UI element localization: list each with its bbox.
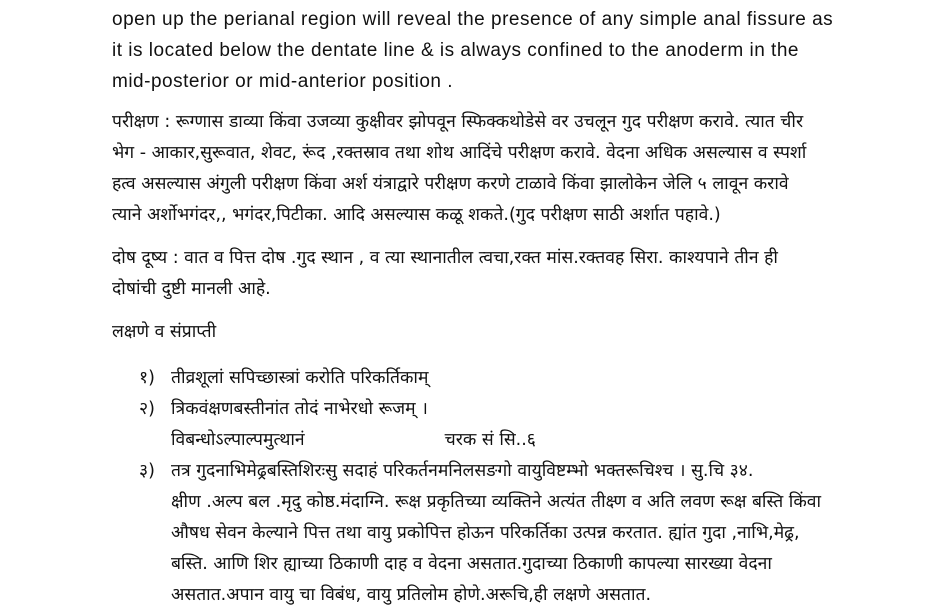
verse-line: विबन्धोऽल्पाल्पमुत्थानं bbox=[171, 430, 305, 450]
examination-paragraph bbox=[112, 107, 806, 231]
text-line: असतात.अपान वायु चा विबंध, वायु प्रतिलोम होणे.अरूचि,ही लक्षणे असतात. bbox=[171, 585, 652, 605]
text-line: it is located below the dentate line & is always confined to the anoderm in the bbox=[112, 40, 799, 61]
list-item bbox=[112, 456, 942, 611]
text-line: तीव्रशूलां सपिच्छास्त्रां करोति परिकर्तिकाम् bbox=[171, 368, 429, 388]
text-line: भेग - आकार,सुरूवात, शेवट, रूंद ,रक्तस्राव तथा शोथ आदिंचे परीक्षण करावे. वेदना अधिक असल्यास व स्पर्शा bbox=[112, 143, 807, 163]
list-item-number: १) bbox=[139, 368, 155, 388]
text-line bbox=[171, 425, 942, 456]
text-line: त्रिकवंक्षणबस्तीनांत तोदं नाभेरधो रूजम् । bbox=[171, 399, 428, 419]
document-body bbox=[112, 0, 942, 605]
text-line: हत्व असल्यास अंगुली परीक्षण किंवा अर्श यंत्राद्वारे परीक्षण करणे टाळावे किंवा झालोकेन जेलि ५ लावून करावे bbox=[112, 174, 789, 194]
section-heading: लक्षणे व संप्राप्ती bbox=[112, 322, 217, 342]
text-line: परीक्षण : रूग्णास डाव्या किंवा उजव्या कुक्षीवर झोपवून स्फिक्कथोडेसे वर उचलून गुद परीक्षण करावे. त्यात चीर bbox=[112, 112, 804, 132]
list-item-number: २) bbox=[139, 399, 155, 419]
text-line: open up the perianal region will reveal the presence of any simple anal fissure as bbox=[112, 9, 834, 30]
text-line: mid-posterior or mid-anterior position . bbox=[112, 71, 454, 92]
dosha-paragraph bbox=[112, 243, 778, 305]
list-item bbox=[112, 394, 942, 456]
text-line: दोषांची दुष्टी मानली आहे. bbox=[112, 279, 271, 299]
citation-reference: चरक सं सि..६ bbox=[444, 430, 536, 450]
text-line: त्याने अर्शोभगंदर,, भगंदर,पिटीका. आदि असल्यास कळू शकते.(गुद परीक्षण साठी अर्शात पहावे.) bbox=[112, 205, 721, 225]
english-paragraph bbox=[112, 4, 942, 97]
text-line: बस्ति. आणि शिर ह्याच्या ठिकाणी दाह व वेदना असतात.गुदाच्या ठिकाणी कापल्या सारख्या वेदना bbox=[171, 554, 772, 574]
text-line: औषध सेवन केल्याने पित्त तथा वायु प्रकोपित्त होऊन परिकर्तिका उत्पन्न करतात. ह्यांत गुदा ,नाभि,मेढ्र, bbox=[171, 523, 800, 543]
list-item bbox=[112, 363, 942, 394]
text-line: दोष दूष्य : वात व पित्त दोष .गुद स्थान , व त्या स्थानातील त्वचा,रक्त मांस.रक्तवह सिरा. काश्यपाने तीन ही bbox=[112, 248, 778, 268]
list-item-number: ३) bbox=[139, 461, 155, 481]
text-line: तत्र गुदनाभिमेढ्रबस्तिशिरःसु सदाहं परिकर्तनमनिलसङगो वायुविष्टम्भो भक्तरूचिश्च । सु.चि ३४. bbox=[171, 461, 754, 481]
text-line: क्षीण .अल्प बल .मृदु कोष्ठ.मंदाग्नि. रूक्ष प्रकृतिच्या व्यक्तिने अत्यंत तीक्ष्ण व अति लवण रूक्ष बस्ति किंवा bbox=[171, 492, 822, 512]
symptom-list bbox=[112, 363, 942, 611]
